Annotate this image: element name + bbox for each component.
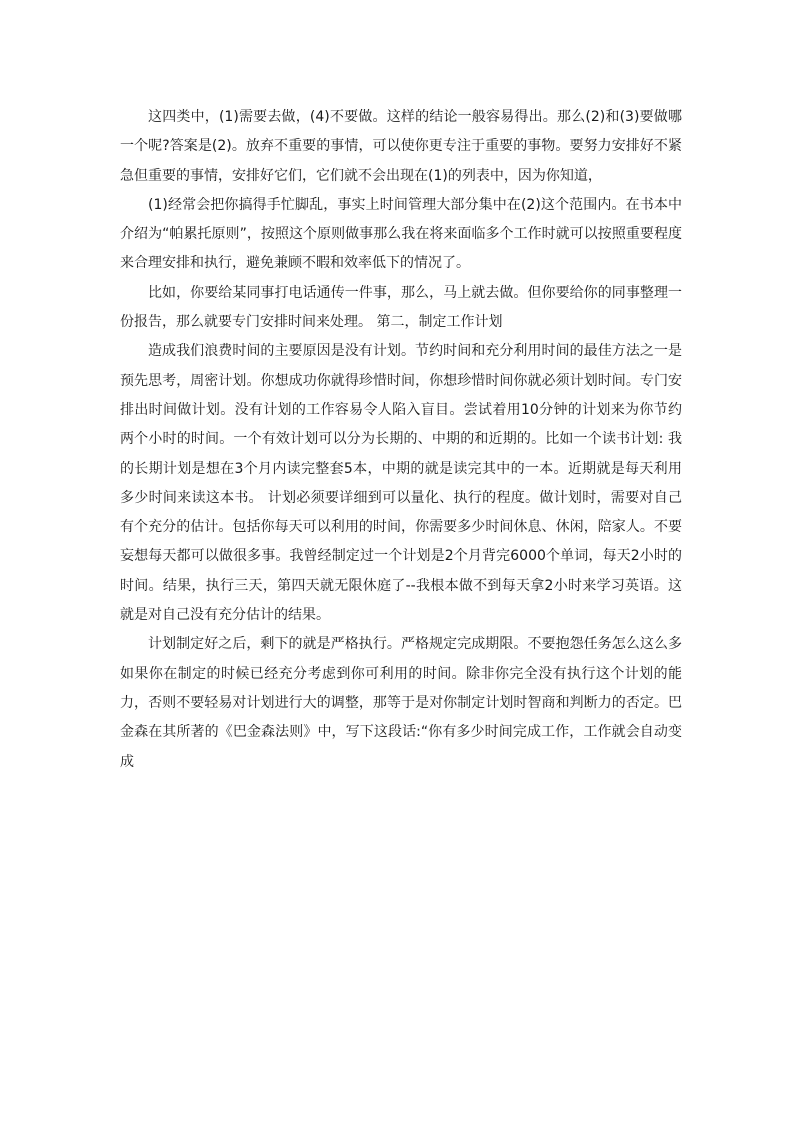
- paragraph-plan-execution: 计划制定好之后，剩下的就是严格执行。严格规定完成期限。不要抱怨任务怎么这么多如果你在制定的时候已经充分考虑到你可利用的时间。除非你完全没有执行这个计划的能力，否则不要轻易对计划进行大的调整，那等于是对你制定计划时智商和判断力的否定。巴金森在其所著的《巴金森法则》中，写下这段话:“你有多少时间完成工作，工作就会自动变成: [120, 636, 682, 770]
- paragraph-pareto-principle: (1)经常会把你搞得手忙脚乱，事实上时间管理大部分集中在(2)这个范围内。在书本中介绍为“帕累托原则”，按照这个原则做事那么我在将来面临多个工作时就可以按照重要程度来合理安排和执行，避免兼顾不暇和效率低下的情况了。: [120, 196, 682, 272]
- paragraph-example-report: 比如，你要给某同事打电话通传一件事，那么，马上就去做。但你要给你的同事整理一份报告，那么就要专门安排时间来处理。 第二，制定工作计划: [120, 284, 682, 331]
- paragraph-four-categories: 这四类中，(1)需要去做，(4)不要做。这样的结论一般容易得出。那么(2)和(3)要做哪一个呢?答案是(2)。放弃不重要的事情，可以使你更专注于重要的事物。要努力安排好不紧急但重要的事情，安排好它们，它们就不会出现在(1)的列表中，因为你知道，: [120, 109, 682, 184]
- document-body: [120, 103, 682, 777]
- paragraph-work-plan: 造成我们浪费时间的主要原因是没有计划。节约时间和充分利用时间的最佳方法之一是预先思考，周密计划。你想成功你就得珍惜时间，你想珍惜时间你就必须计划时间。专门安排出时间做计划。没有计划的工作容易令人陷入盲目。尝试着用10分钟的计划来为你节约两个小时的时间。一个有效计划可以分为长期的、中期的和近期的。比如一个读书计划: 我的长期计划是想在3个月内读完整套5本，中期的就是读完其中的一本。近期就是每天利用多少时间来读这本书。 计划必须要详细到可以量化、执行的程度。做计划时，需要对自己有个充分的估计。包括你每天可以利用的时间，你需要多少时间休息、休闲，陪家人。不要妄想每天都可以做很多事。我曾经制定过一个计划是2个月背完6000个单词，每天2小时的时间。结果，执行三天，第四天就无限休庭了--我根本做不到每天拿2小时来学习英语。这就是对自己没有充分估计的结果。: [120, 343, 682, 624]
